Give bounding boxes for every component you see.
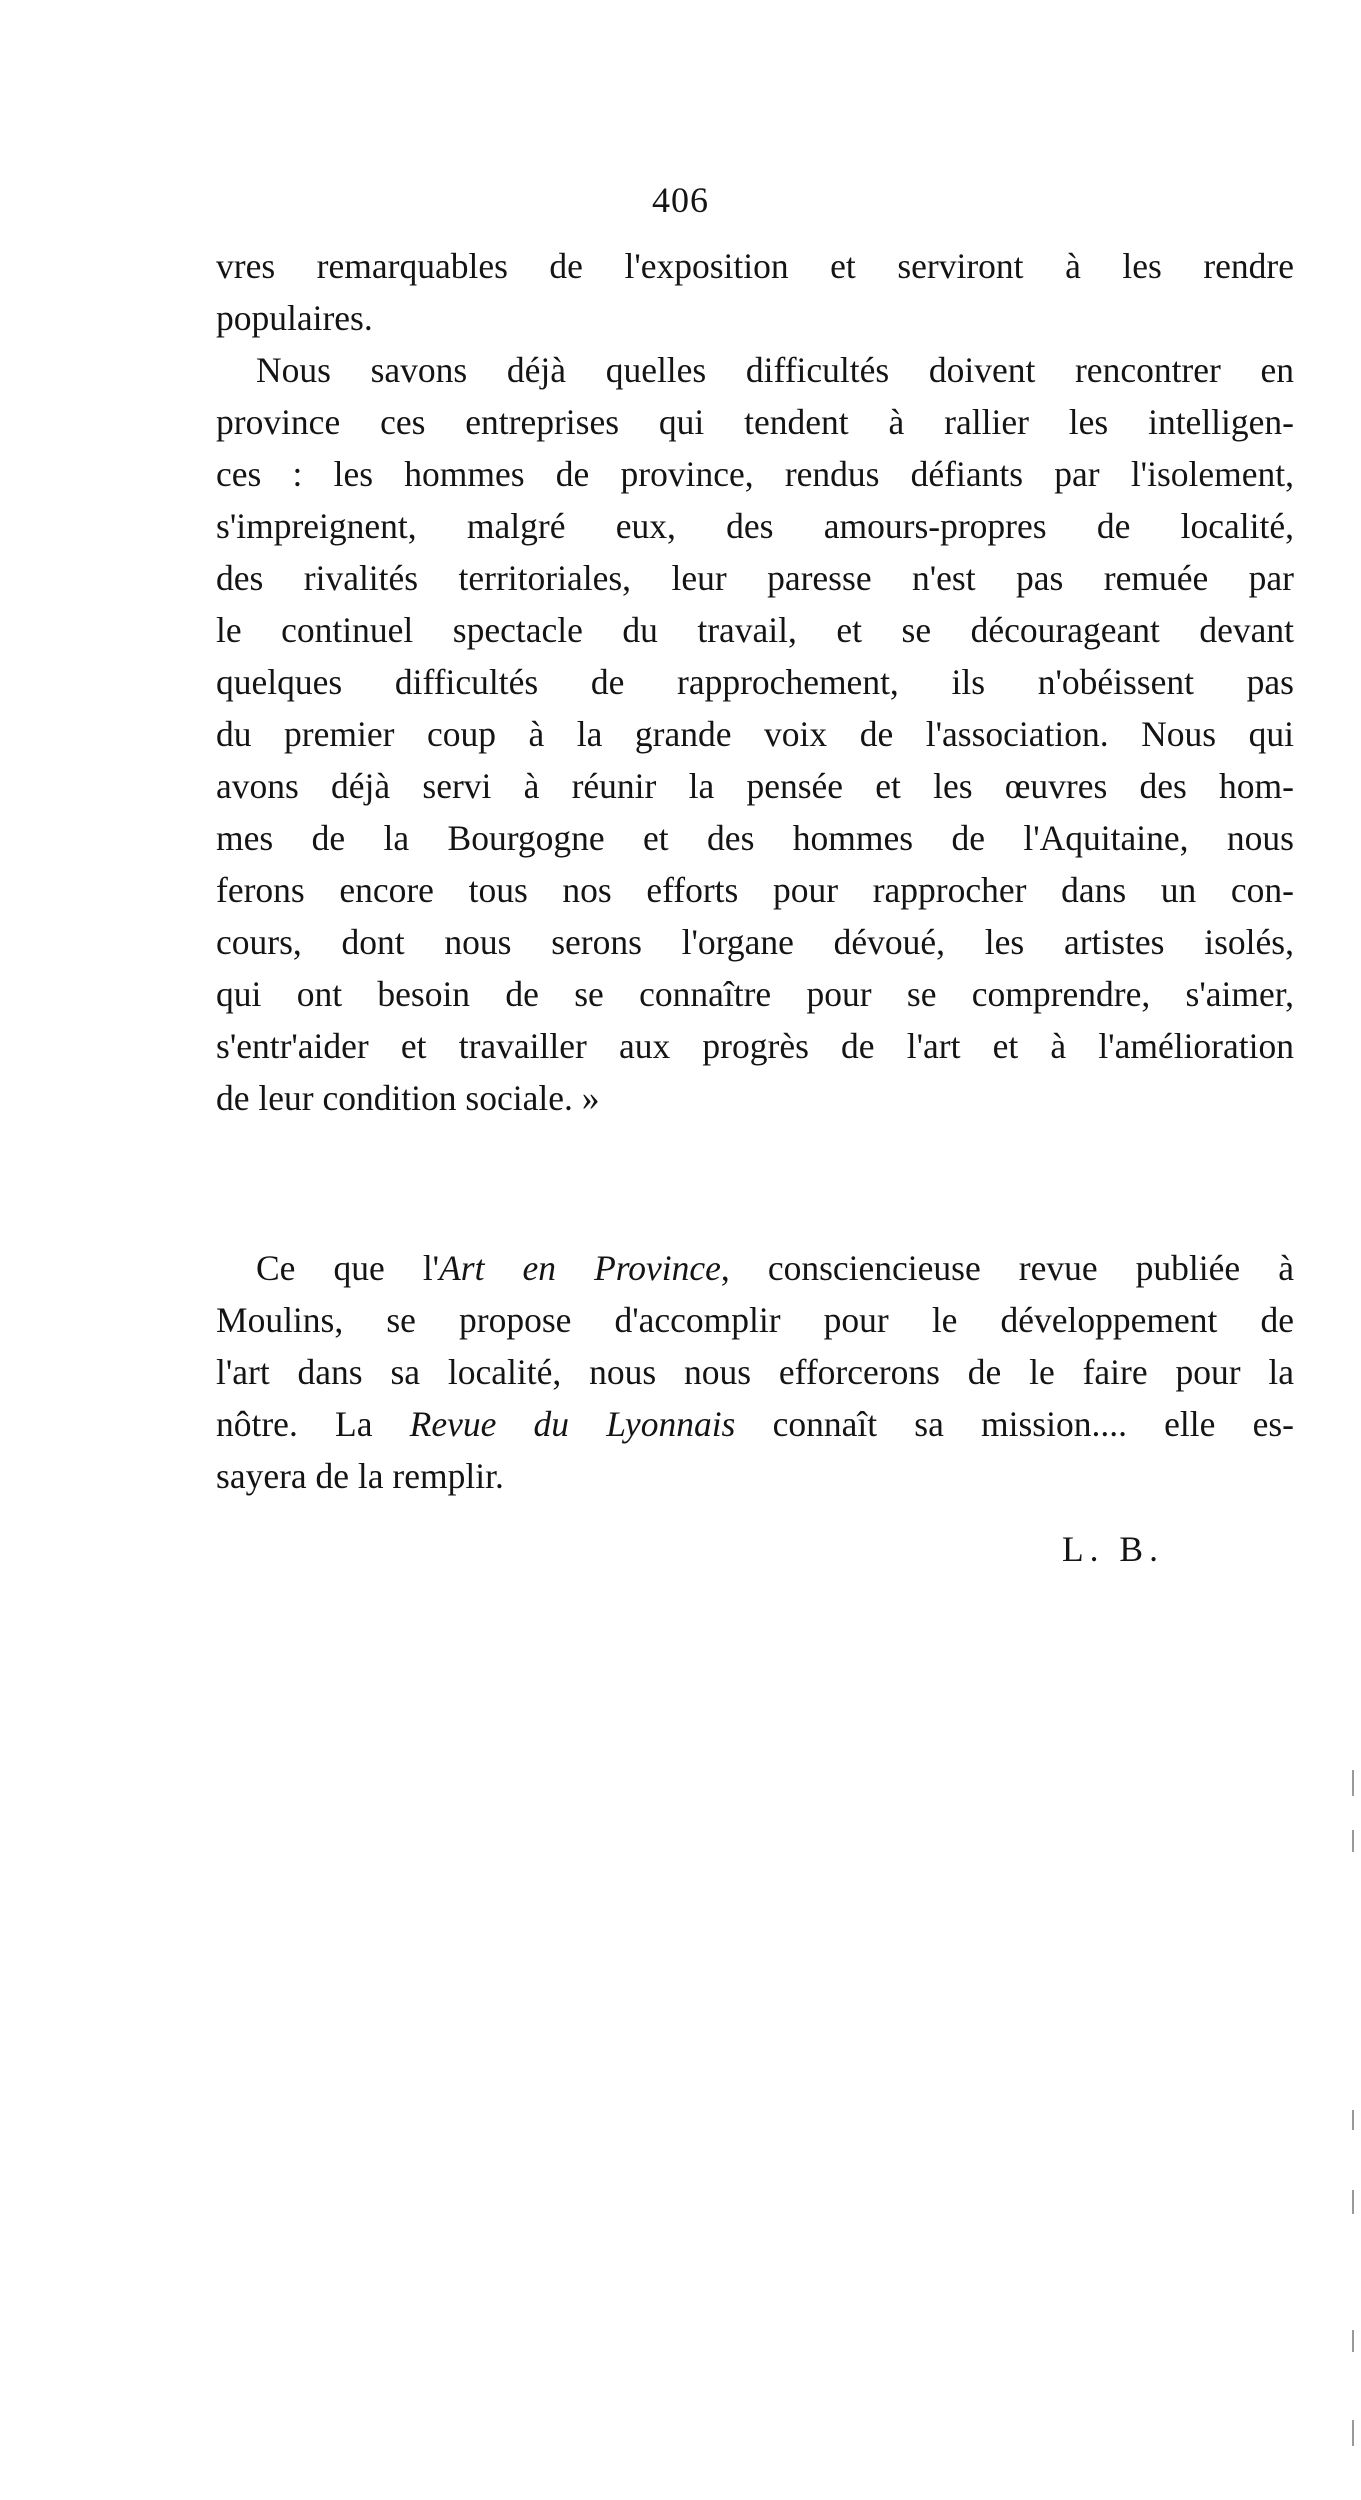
text-fragment: connaît sa mission.... elle es- [735, 1404, 1295, 1444]
text-line: des rivalités territoriales, leur paresse n'est pas remuée par [216, 558, 1294, 598]
text-line: le continuel spectacle du travail, et se décourageant devant [216, 610, 1294, 650]
scan-mark [1352, 2420, 1354, 2446]
closing-paragraph [216, 1242, 1294, 1502]
text-line: Nous savons déjà quelles difficultés doivent rencontrer en [256, 350, 1294, 390]
journal-title: Art en Province [439, 1248, 721, 1288]
text-line [216, 1242, 1294, 1294]
text-line: province ces entreprises qui tendent à rallier les intelligen- [216, 402, 1294, 442]
text-line [216, 1398, 1294, 1450]
text-line: s'entr'aider et travailler aux progrès de l'art et à l'amélioration [216, 1026, 1294, 1066]
text-line: qui ont besoin de se connaître pour se comprendre, s'aimer, [216, 974, 1294, 1014]
text-line: vres remarquables de l'exposition et serviront à les rendre [216, 246, 1294, 286]
text-fragment: , consciencieuse revue publiée à [720, 1248, 1294, 1288]
scan-mark [1352, 2330, 1354, 2352]
scan-mark [1352, 1770, 1354, 1796]
scan-mark [1352, 2190, 1354, 2214]
signature: L. B. [1062, 1529, 1164, 1569]
text-line: mes de la Bourgogne et des hommes de l'Aquitaine, nous [216, 818, 1294, 858]
text-fragment: nôtre. La [216, 1404, 410, 1444]
text-line: l'art dans sa localité, nous nous efforcerons de le faire pour la [216, 1352, 1294, 1392]
text-line: cours, dont nous serons l'organe dévoué, les artistes isolés, [216, 922, 1294, 962]
text-line: sayera de la remplir. [216, 1456, 504, 1496]
text-line: ces : les hommes de province, rendus défiants par l'isolement, [216, 454, 1294, 494]
scan-mark [1352, 1830, 1354, 1852]
text-line: Moulins, se propose d'accomplir pour le développement de [216, 1300, 1294, 1340]
text-line: quelques difficultés de rapprochement, ils n'obéissent pas [216, 662, 1294, 702]
text-line: ferons encore tous nos efforts pour rapprocher dans un con- [216, 870, 1294, 910]
text-line: de leur condition sociale. » [216, 1078, 600, 1118]
main-text-block [216, 240, 1294, 1124]
text-line: s'impreignent, malgré eux, des amours-propres de localité, [216, 506, 1294, 546]
scan-mark [1352, 2110, 1354, 2130]
journal-title: Revue du Lyonnais [409, 1404, 736, 1444]
page-number: 406 [652, 180, 709, 220]
text-line: populaires. [216, 298, 373, 338]
text-line: avons déjà servi à réunir la pensée et les œuvres des hom- [216, 766, 1294, 806]
text-line: du premier coup à la grande voix de l'association. Nous qui [216, 714, 1294, 754]
text-fragment: Ce que l' [256, 1248, 440, 1288]
